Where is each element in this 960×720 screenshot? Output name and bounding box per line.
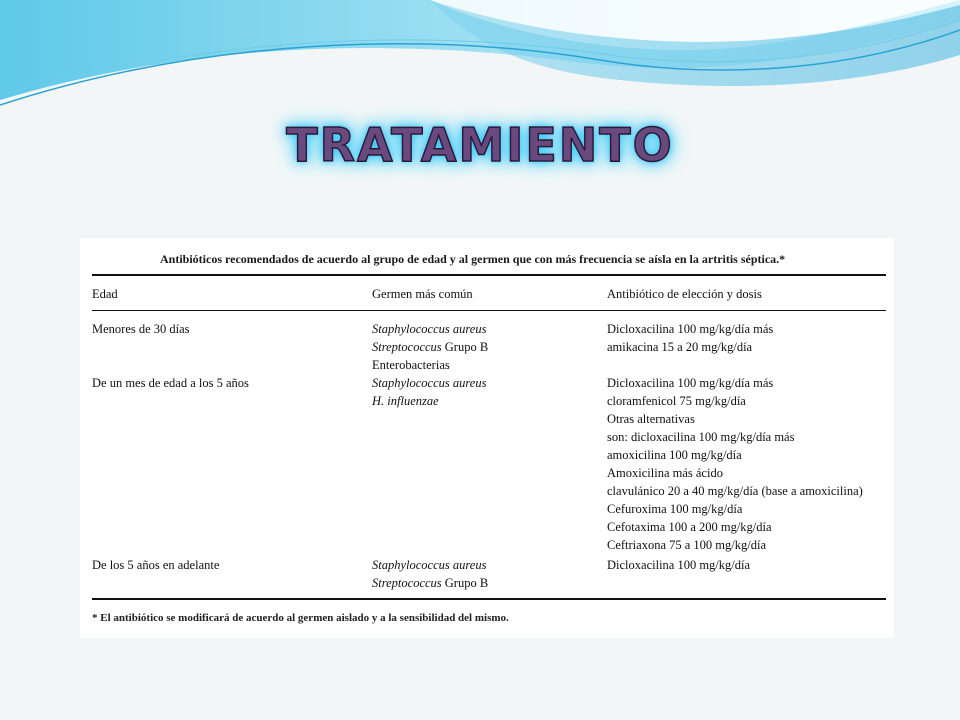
bottom-rule	[92, 598, 886, 600]
table-caption: Antibióticos recomendados de acuerdo al grupo de edad y al germen que con más frecuencia se aísla en la artritis séptica.*	[160, 252, 786, 266]
row-3-germs	[372, 556, 488, 592]
table-footnote: * El antibiótico se modificará de acuerdo al germen aislado y a la sensibilidad del mismo.	[92, 612, 509, 624]
antibiotic-line: Ceftriaxona 75 a 100 mg/kg/día	[607, 538, 766, 552]
antibiotic-line: cloramfenicol 75 mg/kg/día	[607, 394, 746, 408]
germ-line: Streptococcus Grupo B	[372, 340, 489, 354]
antibiotic-line: Dicloxacilina 100 mg/kg/día más	[607, 376, 774, 390]
row-3-antibiotics	[607, 556, 750, 574]
antibiotic-line: Otras alternativas	[607, 412, 695, 426]
antibiotic-line: Cefuroxima 100 mg/kg/día	[607, 502, 743, 516]
antibiotic-line: amikacina 15 a 20 mg/kg/día	[607, 340, 753, 354]
germ-line: Staphylococcus aureus	[372, 322, 487, 336]
germ-line: H. influenzae	[372, 394, 439, 408]
row-1-antibiotics	[607, 320, 773, 356]
germ-line: Staphylococcus aureus	[372, 376, 487, 390]
top-rule	[92, 274, 886, 276]
row-3-age: De los 5 años en adelante	[92, 558, 220, 572]
header-germ: Germen más común	[372, 287, 473, 301]
antibiotic-line: Amoxicilina más ácido	[607, 466, 723, 480]
antibiotic-line: Dicloxacilina 100 mg/kg/día más	[607, 322, 774, 336]
germ-line: Staphylococcus aureus	[372, 558, 487, 572]
germ-line: Streptococcus Grupo B	[372, 576, 489, 590]
antibiotic-line: Cefotaxima 100 a 200 mg/kg/día	[607, 520, 772, 534]
header-antibiotic: Antibiótico de elección y dosis	[607, 287, 762, 301]
header-wave-decoration	[0, 0, 960, 130]
antibiotic-line: amoxicilina 100 mg/kg/día	[607, 448, 742, 462]
antibiotic-line: son: dicloxacilina 100 mg/kg/día más	[607, 430, 795, 444]
table-document	[80, 238, 894, 638]
row-2-age: De un mes de edad a los 5 años	[92, 376, 249, 390]
header-age: Edad	[92, 287, 118, 301]
antibiotic-line: clavulánico 20 a 40 mg/kg/día (base a amoxicilina)	[607, 484, 863, 498]
row-2-germs	[372, 374, 486, 410]
header-rule	[92, 310, 886, 311]
row-1-age: Menores de 30 días	[92, 322, 190, 336]
germ-line: Enterobacterias	[372, 358, 450, 372]
row-1-germs	[372, 320, 488, 374]
slide-title: TRATAMIENTO	[286, 118, 674, 172]
row-2-antibiotics	[607, 374, 863, 554]
antibiotic-line: Dicloxacilina 100 mg/kg/día	[607, 558, 751, 572]
